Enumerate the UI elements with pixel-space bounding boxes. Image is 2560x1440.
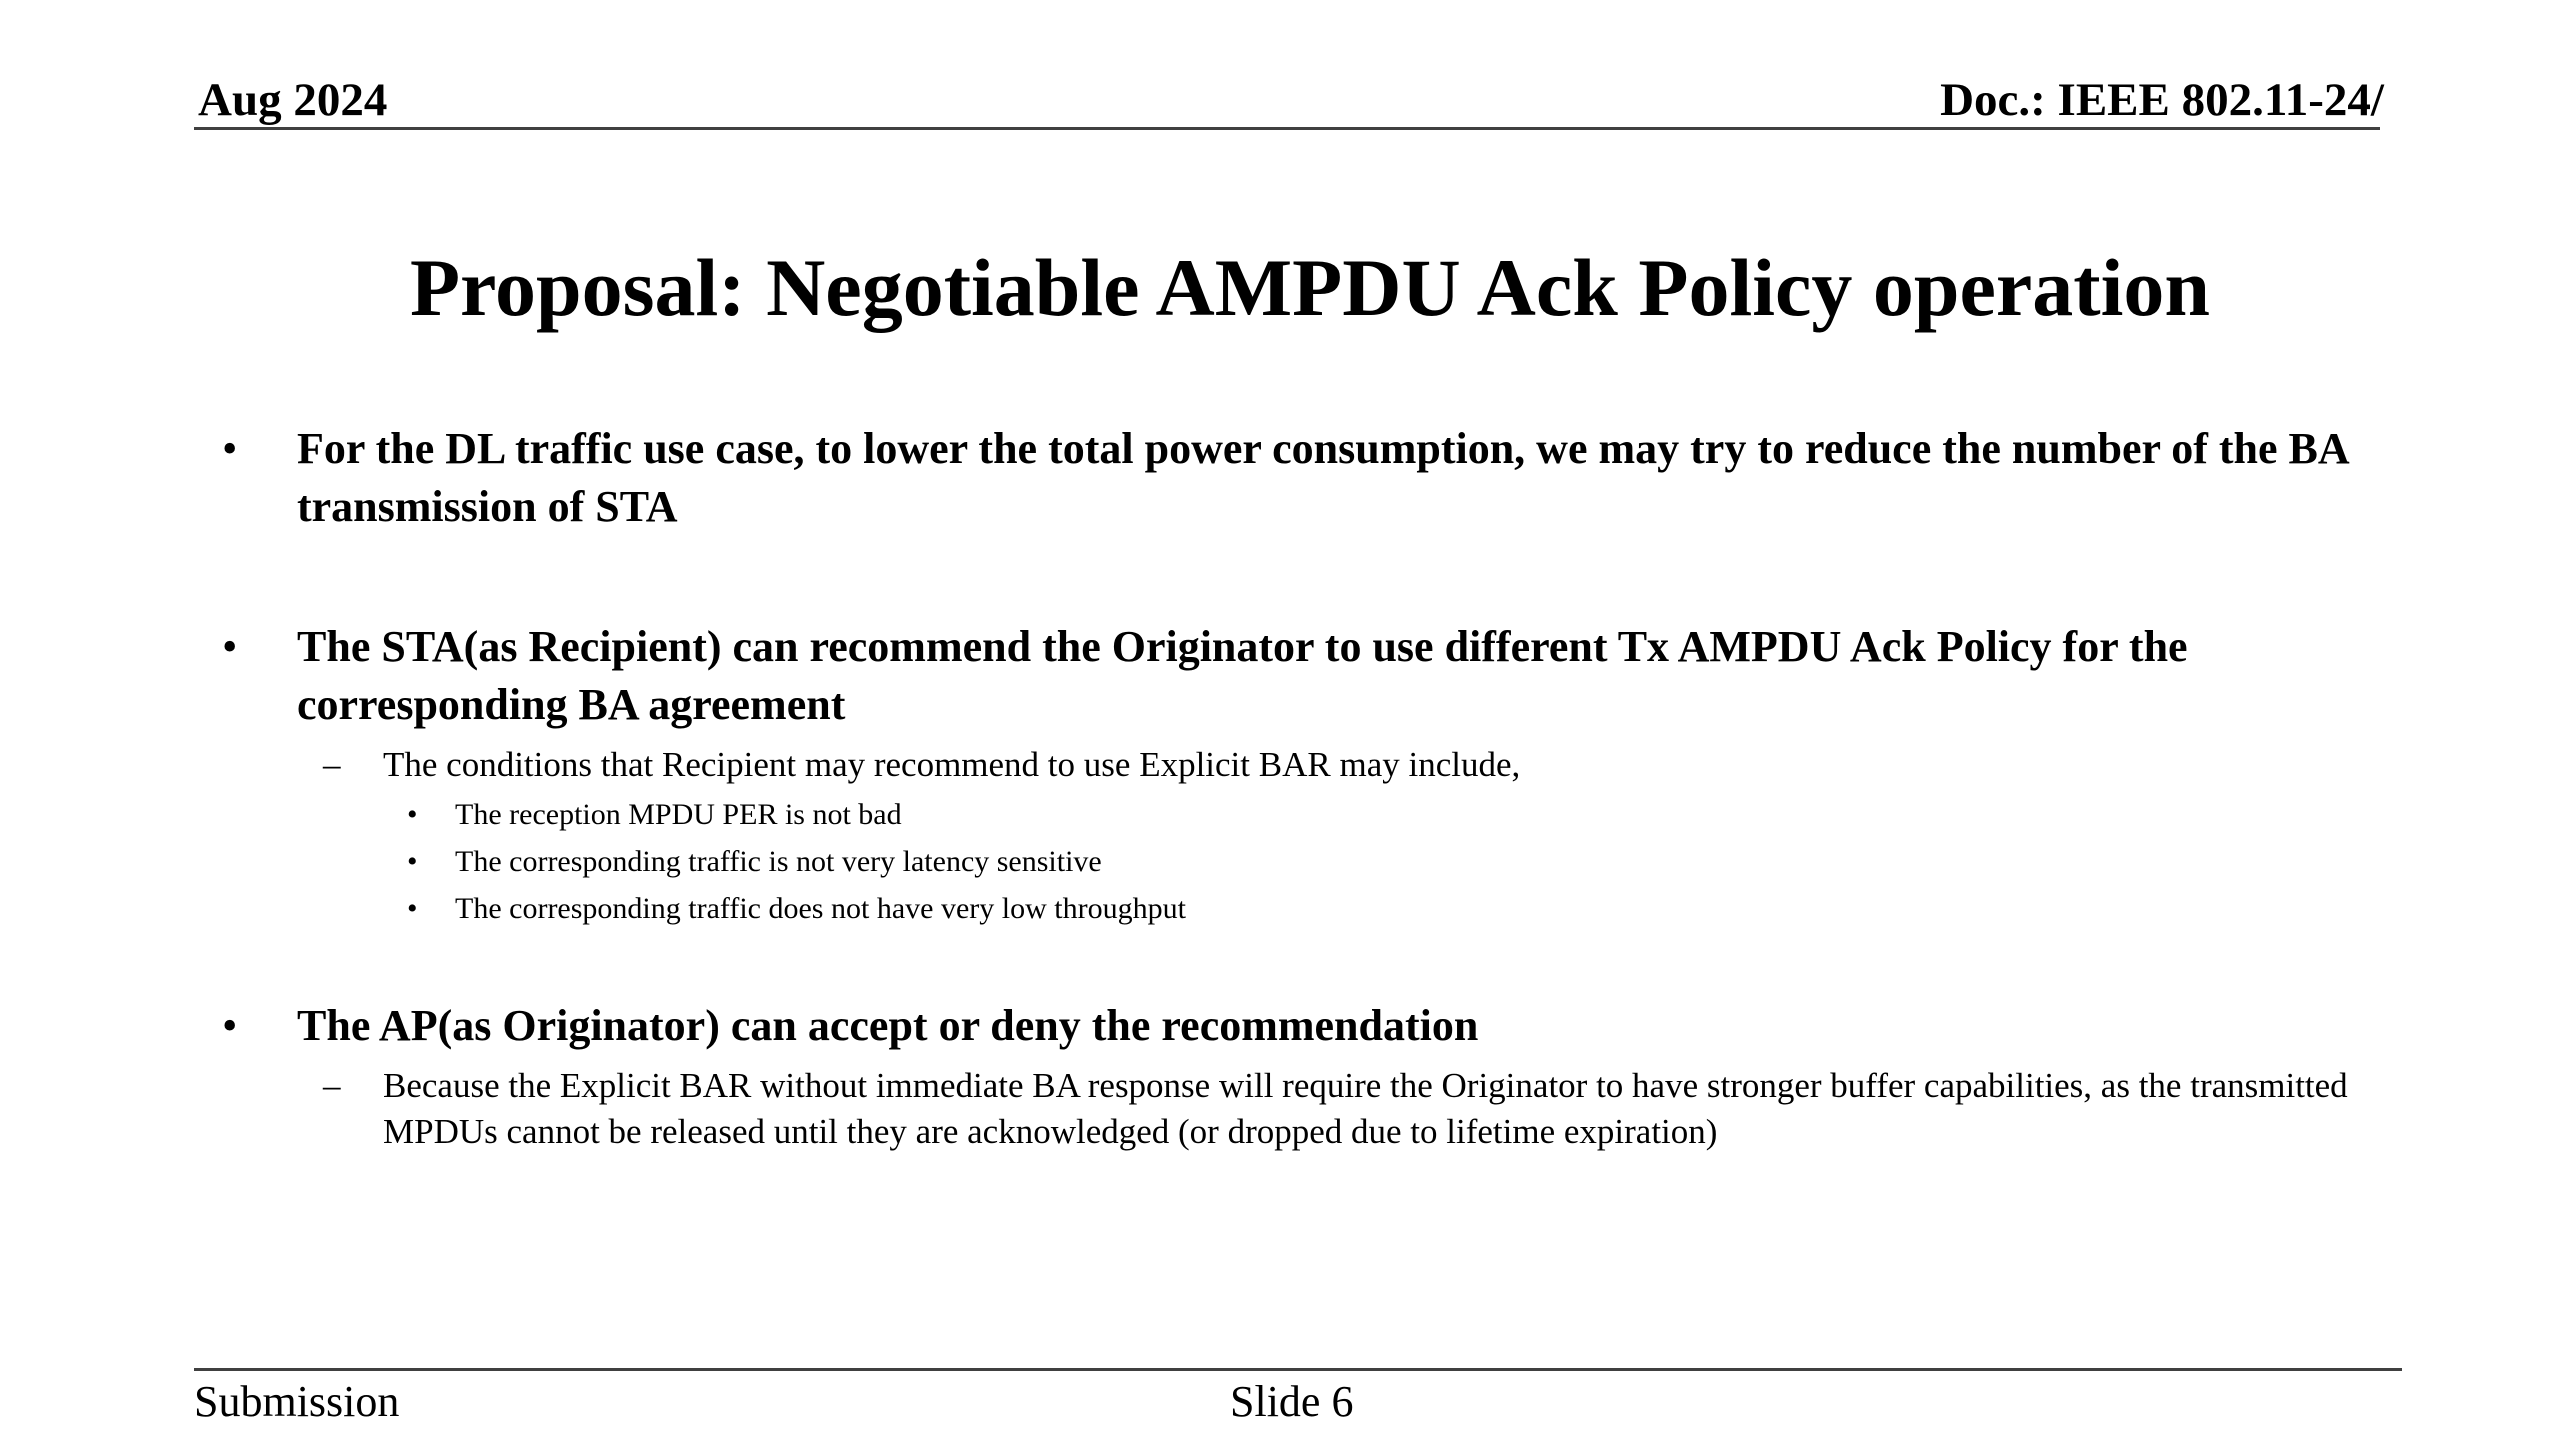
condition-item-1-text: The reception MPDU PER is not bad bbox=[455, 798, 902, 831]
bullet-marker: • bbox=[407, 845, 418, 878]
bullet-3-sub-1-text: Because the Explicit BAR without immediate BA response will require the Originator to have stronger buffer capabilities, as the transmitted MPDUs cannot be released until they are acknowledged (or dropped due to lifetime expiration) bbox=[383, 1066, 2348, 1151]
bullet-1 bbox=[222, 420, 2387, 536]
header-date: Aug 2024 bbox=[198, 74, 388, 126]
bullet-3 bbox=[222, 997, 2387, 1055]
footer-rule bbox=[194, 1368, 2402, 1371]
dash-marker: – bbox=[323, 1066, 341, 1105]
bullet-marker: • bbox=[222, 622, 238, 671]
bullet-2-text: The STA(as Recipient) can recommend the Originator to use different Tx AMPDU Ack Policy for the corresponding BA agreement bbox=[297, 622, 2188, 729]
bullet-2-sub-1-text: The conditions that Recipient may recommend to use Explicit BAR may include, bbox=[383, 745, 1521, 784]
header-rule bbox=[194, 127, 2380, 130]
bullet-marker: • bbox=[222, 1001, 238, 1050]
bullet-2 bbox=[222, 618, 2387, 734]
bullet-3-sub-1 bbox=[323, 1063, 2383, 1155]
condition-item-2-text: The corresponding traffic is not very latency sensitive bbox=[455, 845, 1102, 878]
bullet-1-text: For the DL traffic use case, to lower the total power consumption, we may try to reduce the number of the BA transmission of STA bbox=[297, 424, 2348, 531]
condition-item-3 bbox=[407, 886, 2355, 932]
footer-slide-number: Slide 6 bbox=[1230, 1377, 1354, 1426]
condition-item-1 bbox=[407, 792, 2355, 838]
bullet-marker: • bbox=[407, 892, 418, 925]
slide-title: Proposal: Negotiable AMPDU Ack Policy operation bbox=[409, 242, 2211, 333]
footer-submission: Submission bbox=[194, 1377, 400, 1426]
bullet-3-text: The AP(as Originator) can accept or deny the recommendation bbox=[297, 1001, 1479, 1050]
bullet-2-sub-1 bbox=[323, 742, 2383, 788]
condition-item-3-text: The corresponding traffic does not have very low throughput bbox=[455, 892, 1186, 925]
bullet-marker: • bbox=[407, 798, 418, 831]
header-doc-id: Doc.: IEEE 802.11-24/ bbox=[1940, 74, 2384, 126]
condition-item-2 bbox=[407, 839, 2355, 885]
bullet-marker: • bbox=[222, 424, 238, 473]
dash-marker: – bbox=[323, 745, 341, 784]
